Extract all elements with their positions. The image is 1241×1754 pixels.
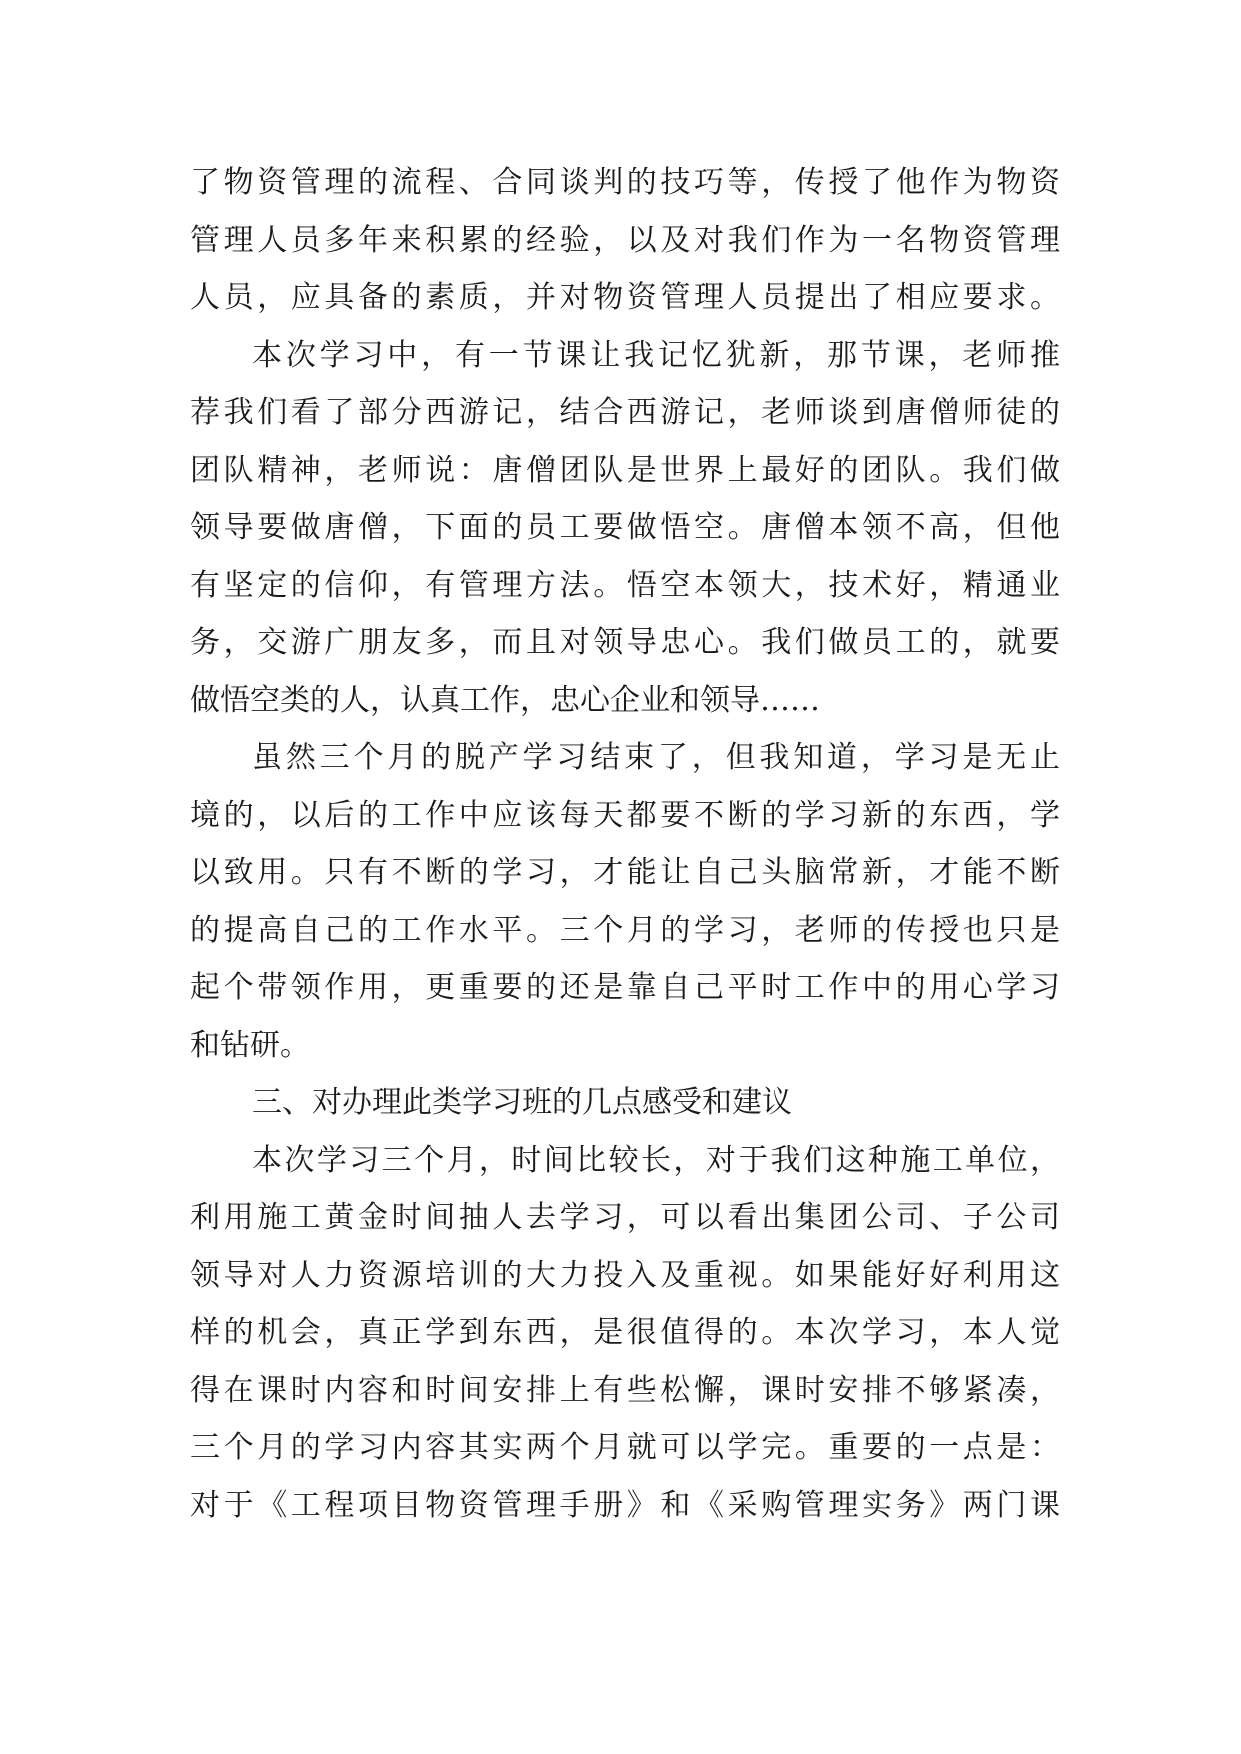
text-line: 有坚定的信仰，有管理方法。悟空本领大，技术好，精通业 bbox=[190, 567, 1060, 603]
text-line: 对于《工程项目物资管理手册》和《采购管理实务》两门课 bbox=[190, 1487, 1060, 1523]
text-line: 领导对人力资源培训的大力投入及重视。如果能好好利用这 bbox=[190, 1257, 1060, 1293]
text-line: 本次学习中，有一节课让我记忆犹新，那节课，老师推 bbox=[252, 337, 1060, 373]
text-line: 和钻研。 bbox=[190, 1027, 310, 1063]
text-line: 得在课时内容和时间安排上有些松懈，课时安排不够紧凑， bbox=[190, 1372, 1060, 1408]
text-line: 样的机会，真正学到东西，是很值得的。本次学习，本人觉 bbox=[190, 1315, 1060, 1350]
text-line: 本次学习三个月，时间比较长，对于我们这种施工单位， bbox=[252, 1142, 1060, 1178]
text-line: 境的，以后的工作中应该每天都要不断的学习新的东西，学 bbox=[190, 797, 1060, 833]
text-line: 人员，应具备的素质，并对物资管理人员提出了相应要求。 bbox=[190, 280, 1060, 315]
text-line: 三、对办理此类学习班的几点感受和建议 bbox=[252, 1085, 792, 1120]
text-line: 团队精神，老师说：唐僧团队是世界上最好的团队。我们做 bbox=[190, 452, 1060, 488]
text-line: 虽然三个月的脱产学习结束了，但我知道，学习是无止 bbox=[252, 740, 1060, 775]
text-line: 起个带领作用，更重要的还是靠自己平时工作中的用心学习 bbox=[190, 970, 1060, 1005]
body-text bbox=[190, 154, 1060, 1534]
text-line: 利用施工黄金时间抽人去学习，可以看出集团公司、子公司 bbox=[190, 1200, 1060, 1235]
text-line: 务，交游广朋友多，而且对领导忠心。我们做员工的，就要 bbox=[190, 625, 1060, 660]
text-line: 管理人员多年来积累的经验，以及对我们作为一名物资管理 bbox=[190, 222, 1060, 258]
text-line: 了物资管理的流程、合同谈判的技巧等，传授了他作为物资 bbox=[190, 165, 1060, 200]
text-line: 三个月的学习内容其实两个月就可以学完。重要的一点是： bbox=[190, 1430, 1060, 1465]
text-line: 荐我们看了部分西游记，结合西游记，老师谈到唐僧师徒的 bbox=[190, 395, 1060, 430]
text-line: 领导要做唐僧，下面的员工要做悟空。唐僧本领不高，但他 bbox=[190, 510, 1060, 545]
text-line: 以致用。只有不断的学习，才能让自己头脑常新，才能不断 bbox=[190, 855, 1060, 890]
text-line: 做悟空类的人，认真工作，忠心企业和领导…… bbox=[190, 682, 820, 718]
text-line: 的提高自己的工作水平。三个月的学习，老师的传授也只是 bbox=[190, 912, 1060, 948]
